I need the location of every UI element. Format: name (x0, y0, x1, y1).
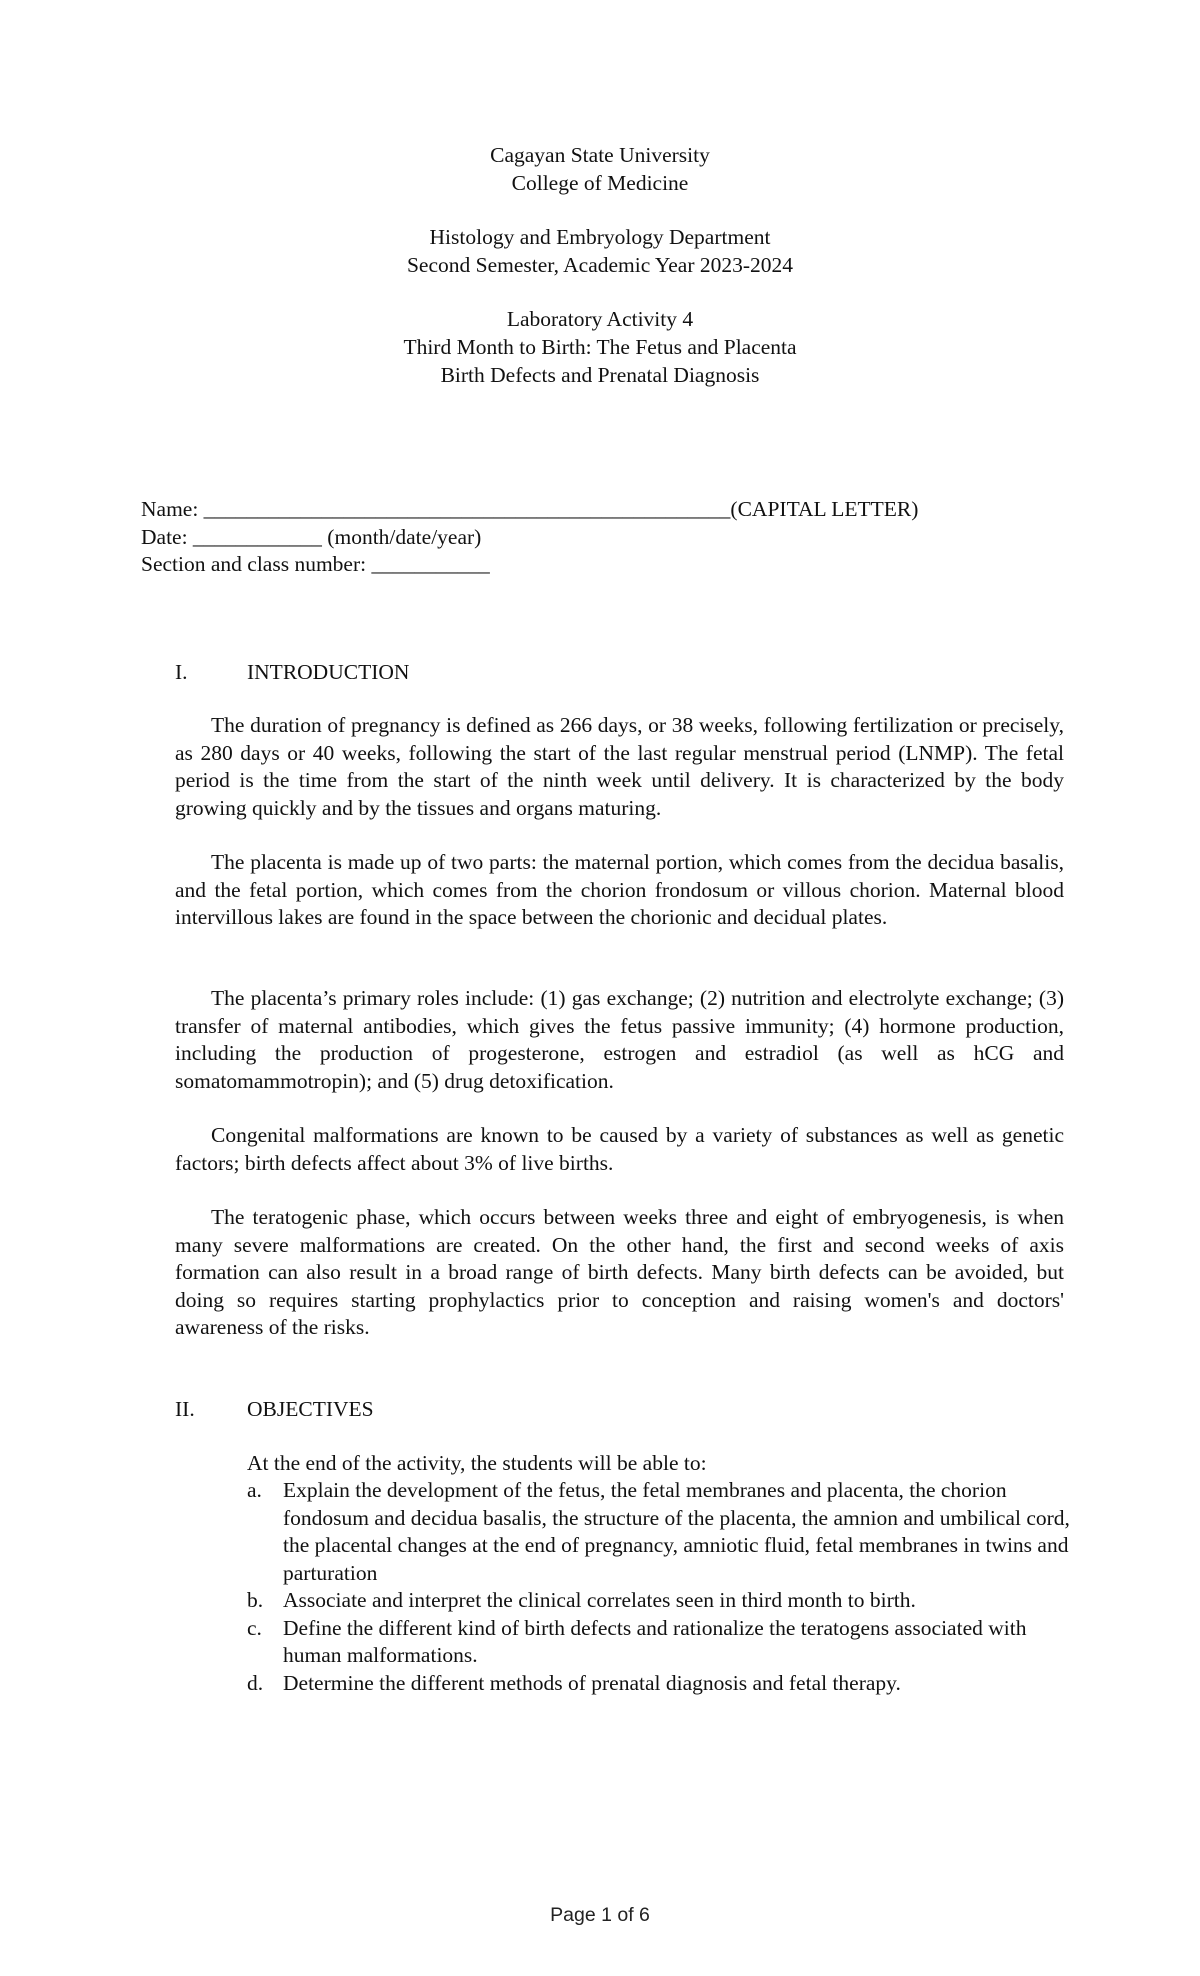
list-item (247, 1477, 1077, 1587)
institution-header (0, 141, 1200, 197)
university-name: Cagayan State University (490, 143, 710, 167)
list-marker: a. (247, 1478, 262, 1502)
date-field[interactable]: Date: ____________ (month/date/year) (141, 524, 482, 549)
list-item-text: Explain the development of the fetus, the fetal membranes and placenta, the chorion fondosum and decidua basalis, the structure of the placenta, the amnion and umbilical cord, the placental changes at the end of pregnancy, amniotic fluid, fetal membranes in twins and parturation (283, 1478, 1070, 1585)
intro-paragraph-2: The placenta is made up of two parts: the maternal portion, which comes from the decidua basalis, and the fetal portion, which comes from the chorion frondosum or villous chorion. Maternal blood intervillous lakes are found in the space between the chorionic and decidual plates. (175, 850, 1064, 929)
student-info-form (141, 496, 1081, 579)
list-item (247, 1587, 1077, 1615)
objectives-list (247, 1477, 1077, 1697)
list-marker: b. (247, 1588, 264, 1612)
intro-paragraph-1: The duration of pregnancy is defined as 266 days, or 38 weeks, following fertilization or precisely, as 280 days or 40 weeks, following the start of the last regular menstrual period (LNMP). The fetal period is the time from the start of the ninth week until delivery. It is characterized by the body growing quickly and by the tissues and organs maturing. (175, 713, 1064, 820)
objectives-number: II. (175, 1397, 195, 1421)
activity-topic-2: Birth Defects and Prenatal Diagnosis (440, 363, 760, 387)
department-header (0, 223, 1200, 279)
list-item-text: Associate and interpret the clinical correlates seen in third month to birth. (283, 1588, 916, 1612)
list-item-text: Determine the different methods of prenatal diagnosis and fetal therapy. (283, 1670, 901, 1695)
objectives-intro: At the end of the activity, the students will be able to: (247, 1451, 707, 1475)
list-item (247, 1670, 1077, 1698)
activity-title: Laboratory Activity 4 (506, 307, 694, 331)
department-name: Histology and Embryology Department (429, 225, 771, 249)
introduction-number: I. (175, 660, 188, 684)
introduction-title: INTRODUCTION (247, 660, 410, 684)
introduction-heading (175, 658, 409, 686)
list-marker: c. (247, 1615, 262, 1640)
college-name: College of Medicine (511, 171, 689, 195)
page-number: Page 1 of 6 (550, 1904, 650, 1926)
name-field[interactable]: Name: _________________________________________________(CAPITAL LETTER) (141, 497, 919, 521)
objectives-title: OBJECTIVES (247, 1397, 374, 1421)
objectives-heading (175, 1395, 374, 1423)
list-marker: d. (247, 1670, 264, 1695)
activity-topic-1: Third Month to Birth: The Fetus and Placenta (403, 335, 797, 359)
intro-paragraph-5: The teratogenic phase, which occurs between weeks three and eight of embryogenesis, is when many severe malformations are created. On the other hand, the first and second weeks of axis formation can also result in a broad range of birth defects. Many birth defects can be avoided, but doing so requires starting prophylactics prior to conception and raising women's and doctors' awareness of the risks. (175, 1205, 1064, 1339)
section-field[interactable]: Section and class number: ___________ (141, 552, 490, 576)
intro-paragraph-4: Congenital malformations are known to be caused by a variety of substances as well as genetic factors; birth defects affect about 3% of live births. (175, 1123, 1064, 1175)
list-item (247, 1615, 1077, 1670)
intro-paragraph-3: The placenta’s primary roles include: (1) gas exchange; (2) nutrition and electrolyte exchange; (3) transfer of maternal antibodies, which gives the fetus passive immunity; (4) hormone production, including the production of progesterone, estrogen and estradiol (as well as hCG and somatomammotropin); and (5) drug detoxification. (175, 986, 1064, 1093)
list-item-text: Define the different kind of birth defects and rationalize the teratogens associated with human malformations. (283, 1615, 1027, 1667)
activity-header (0, 305, 1200, 389)
semester-label: Second Semester, Academic Year 2023-2024 (406, 253, 794, 277)
